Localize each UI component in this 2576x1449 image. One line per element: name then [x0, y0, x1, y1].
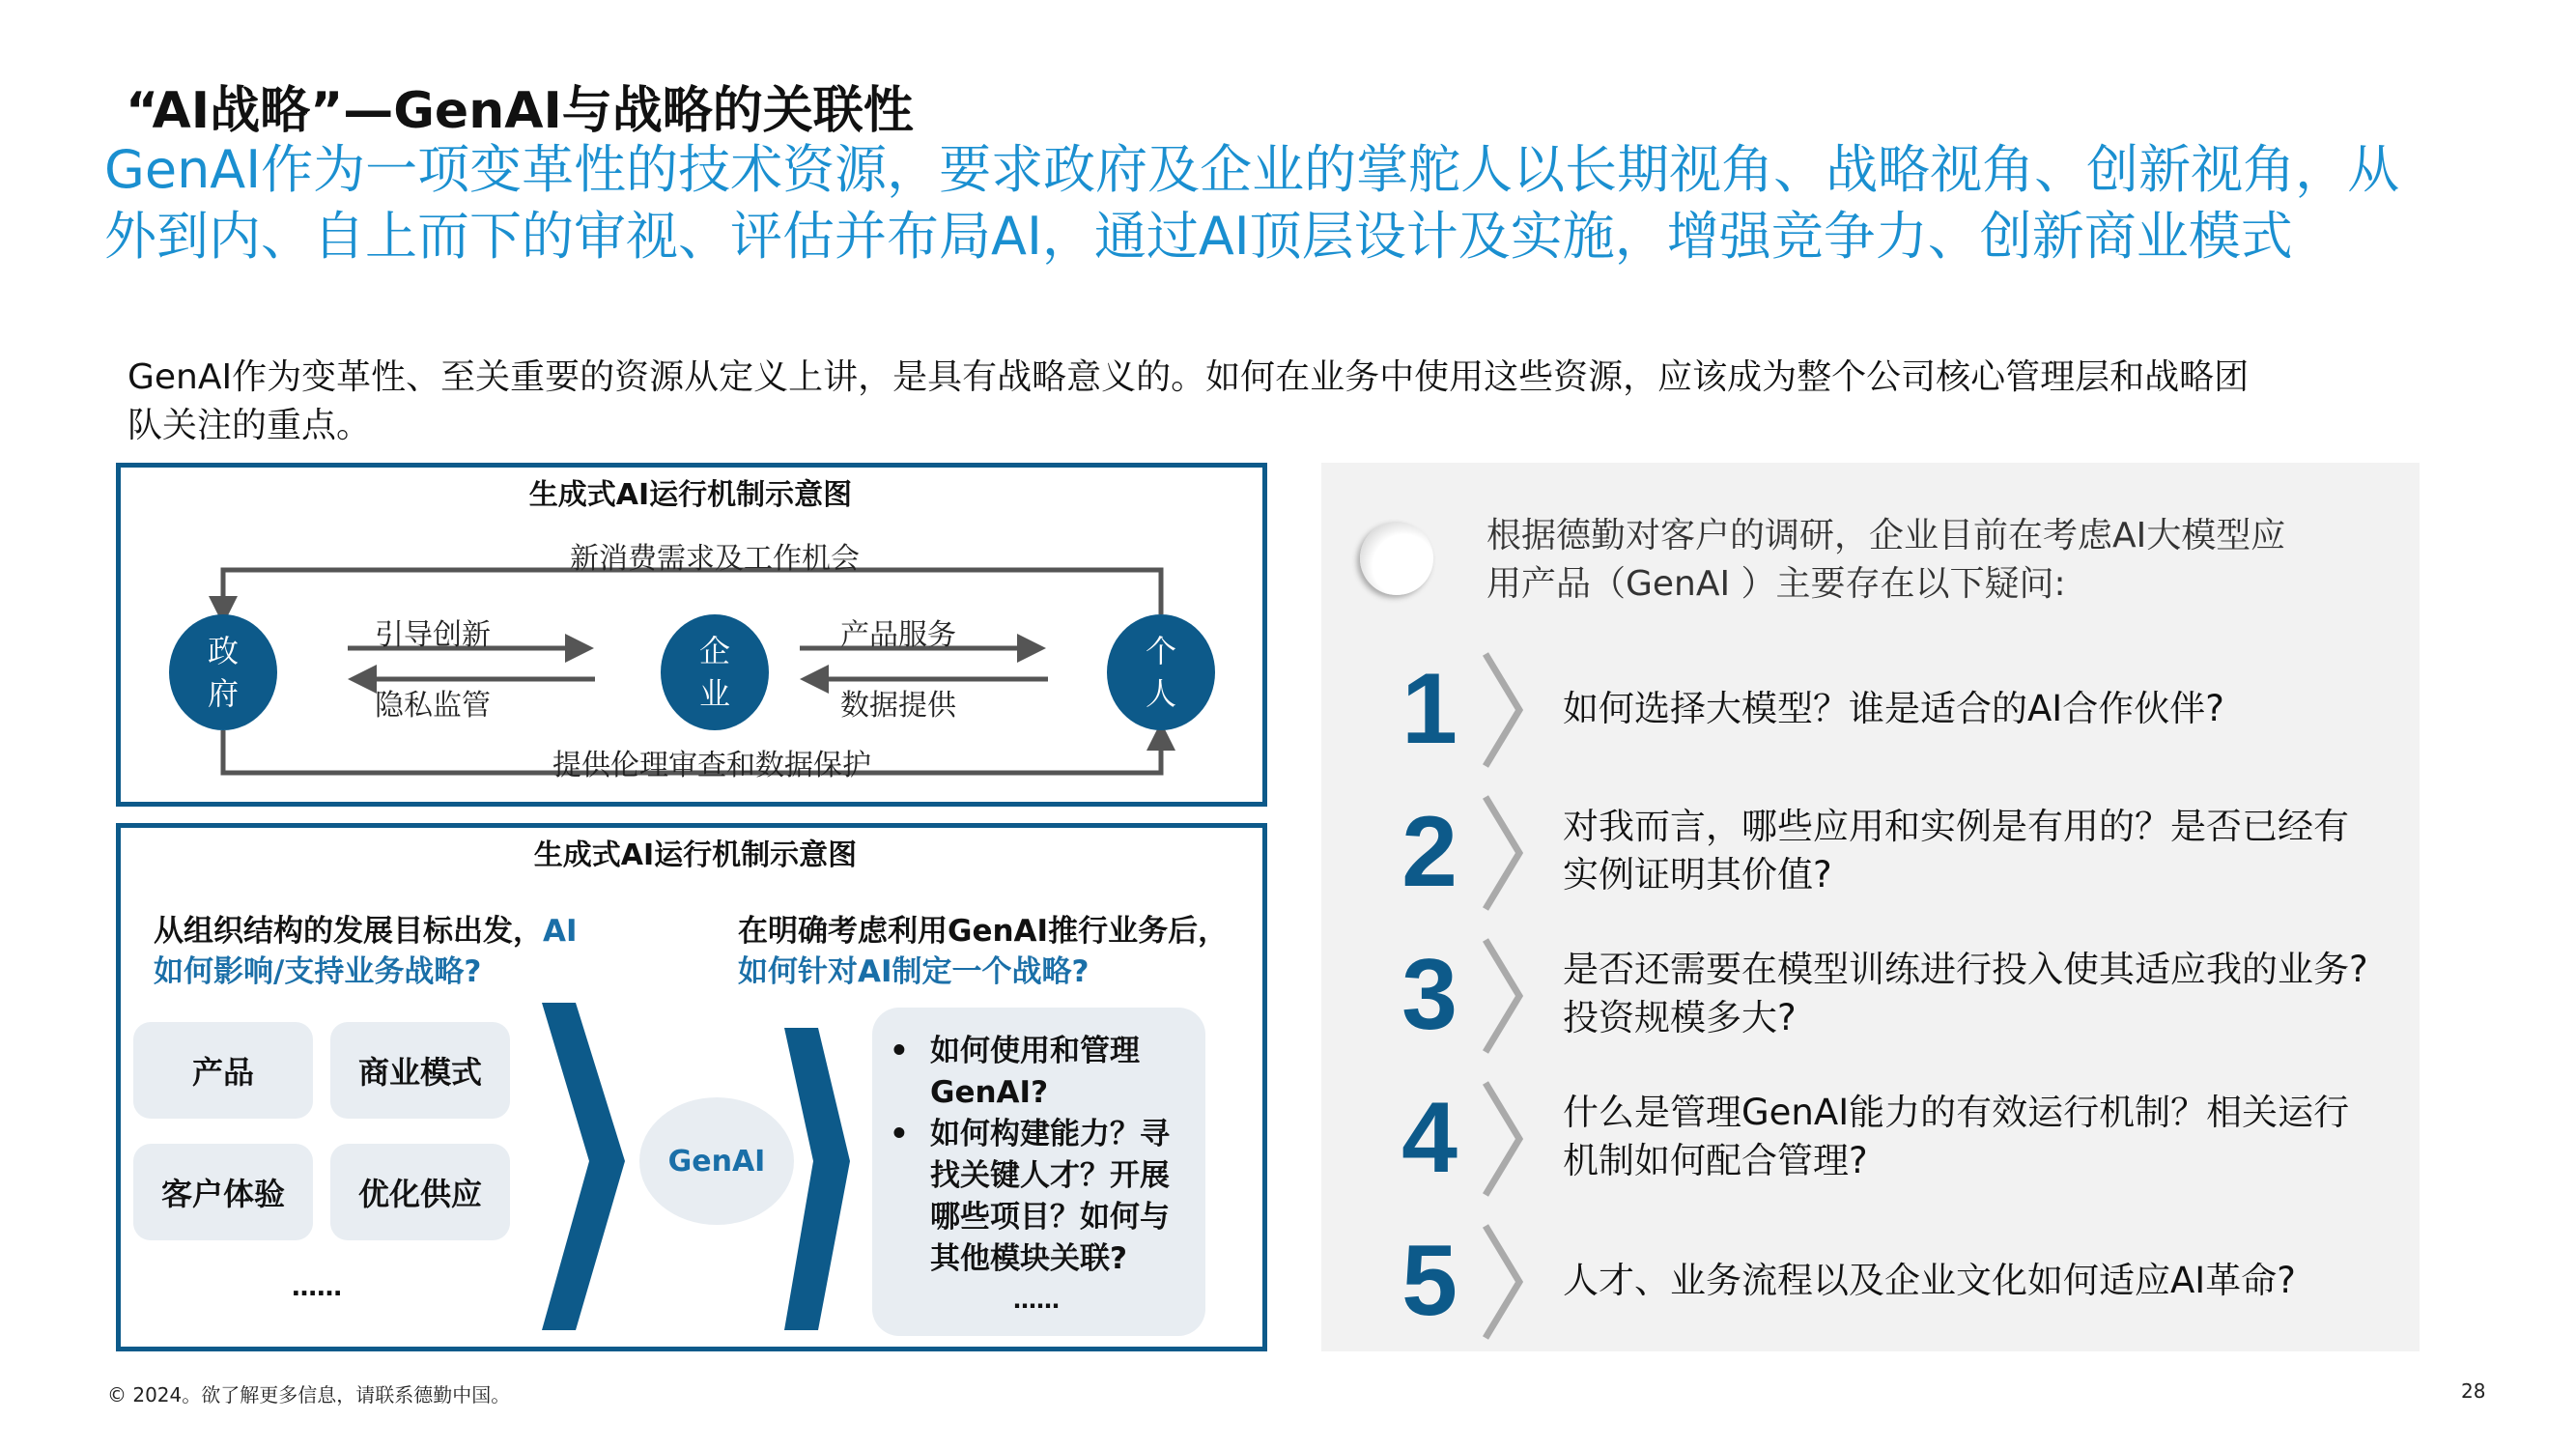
question-text: 如何选择大模型？谁是适合的AI合作伙伴?	[1563, 688, 2224, 729]
ent-to-gov-label: 隐私监管	[375, 689, 491, 723]
question-item-3	[1321, 938, 2420, 1054]
node-individual-char: 人	[1145, 675, 1176, 712]
question-text: 人才、业务流程以及企业文化如何适应AI革命?	[1563, 1260, 2296, 1301]
question-text: 对我而言，哪些应用和实例是有用的？是否已经有	[1563, 806, 2349, 847]
left-question	[154, 906, 578, 950]
question-text: 什么是管理GenAI能力的有效运行机制？相关运行	[1563, 1092, 2350, 1133]
bullet-line: GenAI?	[930, 1075, 1049, 1110]
bullet-line: 哪些项目？如何与	[930, 1200, 1170, 1235]
panel-intro	[1486, 512, 2285, 609]
genai-center: GenAI	[639, 1097, 794, 1225]
node-government-char: 府	[207, 675, 239, 712]
bullet-item: • 如何使用和管理 GenAI?	[890, 1031, 1205, 1114]
node-individual-char: 个	[1145, 633, 1176, 669]
copyright: © 2024。欲了解更多信息，请联系德勤中国。	[107, 1383, 511, 1406]
gov-to-ent-label: 引导创新	[375, 618, 491, 652]
left-question-blue: 如何影响/支持业务战略?	[154, 954, 482, 989]
right-question: 在明确考虑利用GenAI推行业务后，	[738, 914, 1229, 949]
node-enterprise-char: 业	[698, 675, 730, 712]
chevron-right-icon	[1481, 938, 1529, 1054]
question-number: 4	[1401, 1082, 1458, 1194]
question-text: 是否还需要在模型训练进行投入使其适应我的业务?	[1563, 949, 2368, 990]
node-individual	[1107, 614, 1215, 730]
intro-paragraph-line-2: 队关注的重点。	[127, 406, 372, 445]
subtitle-line-2: 外到内、自上而下的审视、评估并布局AI，通过AI顶层设计及实施，增强竞争力、创新商业模式	[104, 206, 2293, 267]
question-item-5	[1321, 1224, 2420, 1340]
question-text: 机制如何配合管理?	[1563, 1140, 1868, 1181]
diagram2-title: 生成式AI运行机制示意图	[533, 838, 858, 872]
left-question-text: 从组织结构的发展目标出发，	[154, 914, 543, 949]
page-number: 28	[2461, 1379, 2486, 1403]
bullet-line: 如何使用和管理	[930, 1034, 1140, 1068]
node-enterprise-char: 企	[698, 633, 730, 669]
bullet-item: • 如何构建能力？寻 找关键人才？开展 哪些项目？如何与 其他模块关联?	[890, 1114, 1205, 1280]
chevron-right-icon	[784, 1028, 850, 1330]
strategy-bullets	[872, 1008, 1205, 1336]
node-government	[169, 614, 277, 730]
question-item-1	[1321, 652, 2420, 768]
circle-bullet-icon	[1360, 522, 1433, 595]
question-item-2	[1321, 795, 2420, 911]
tile-supply-optimization: 优化供应	[330, 1144, 510, 1240]
tile-product: 产品	[133, 1022, 313, 1119]
left-question-ai: AI	[543, 914, 578, 949]
chevron-right-icon	[1481, 795, 1529, 911]
tile-business-model: 商业模式	[330, 1022, 510, 1119]
question-number: 3	[1401, 939, 1458, 1051]
chevron-right-icon	[542, 1003, 625, 1330]
bullets-more: ……	[1013, 1287, 1060, 1314]
chevron-right-icon	[1481, 652, 1529, 768]
bullet-line: 其他模块关联?	[930, 1241, 1127, 1276]
right-question-blue: 如何针对AI制定一个战略?	[738, 954, 1090, 989]
bullet-line: 找关键人才？开展	[930, 1158, 1170, 1193]
tiles-more: ……	[292, 1273, 342, 1302]
top-flow-label: 新消费需求及工作机会	[570, 542, 860, 576]
chevron-right-icon	[1481, 1224, 1529, 1340]
question-number: 1	[1401, 653, 1458, 765]
panel-intro-line: 根据德勤对客户的调研，企业目前在考虑AI大模型应	[1486, 516, 2286, 555]
panel-intro-line: 用产品（GenAI ）主要存在以下疑问:	[1486, 564, 2066, 604]
bullet-line: 如何构建能力？寻	[930, 1117, 1170, 1151]
question-item-4	[1321, 1081, 2420, 1197]
question-number: 2	[1401, 796, 1458, 908]
subtitle-line-1: GenAI作为一项变革性的技术资源，要求政府及企业的掌舵人以长期视角、战略视角、创新视角，从	[104, 139, 2400, 200]
chevron-right-icon	[1481, 1081, 1529, 1197]
ind-to-ent-label: 数据提供	[840, 689, 956, 723]
page-title: “AI战略”—GenAI与战略的关联性	[126, 82, 914, 140]
bottom-flow-label: 提供伦理审查和数据保护	[552, 749, 871, 782]
diagram1-title: 生成式AI运行机制示意图	[528, 478, 853, 512]
tile-customer-experience: 客户体验	[133, 1144, 313, 1240]
question-text: 投资规模多大?	[1563, 997, 1797, 1038]
question-text: 实例证明其价值?	[1563, 854, 1832, 895]
intro-paragraph-line-1: GenAI作为变革性、至关重要的资源从定义上讲，是具有战略意义的。如何在业务中使用这些资源，应该成为整个公司核心管理层和战略团	[127, 357, 2250, 397]
node-government-char: 政	[207, 633, 239, 669]
ent-to-ind-label: 产品服务	[840, 618, 956, 652]
question-number: 5	[1401, 1225, 1458, 1337]
node-enterprise	[661, 614, 769, 730]
